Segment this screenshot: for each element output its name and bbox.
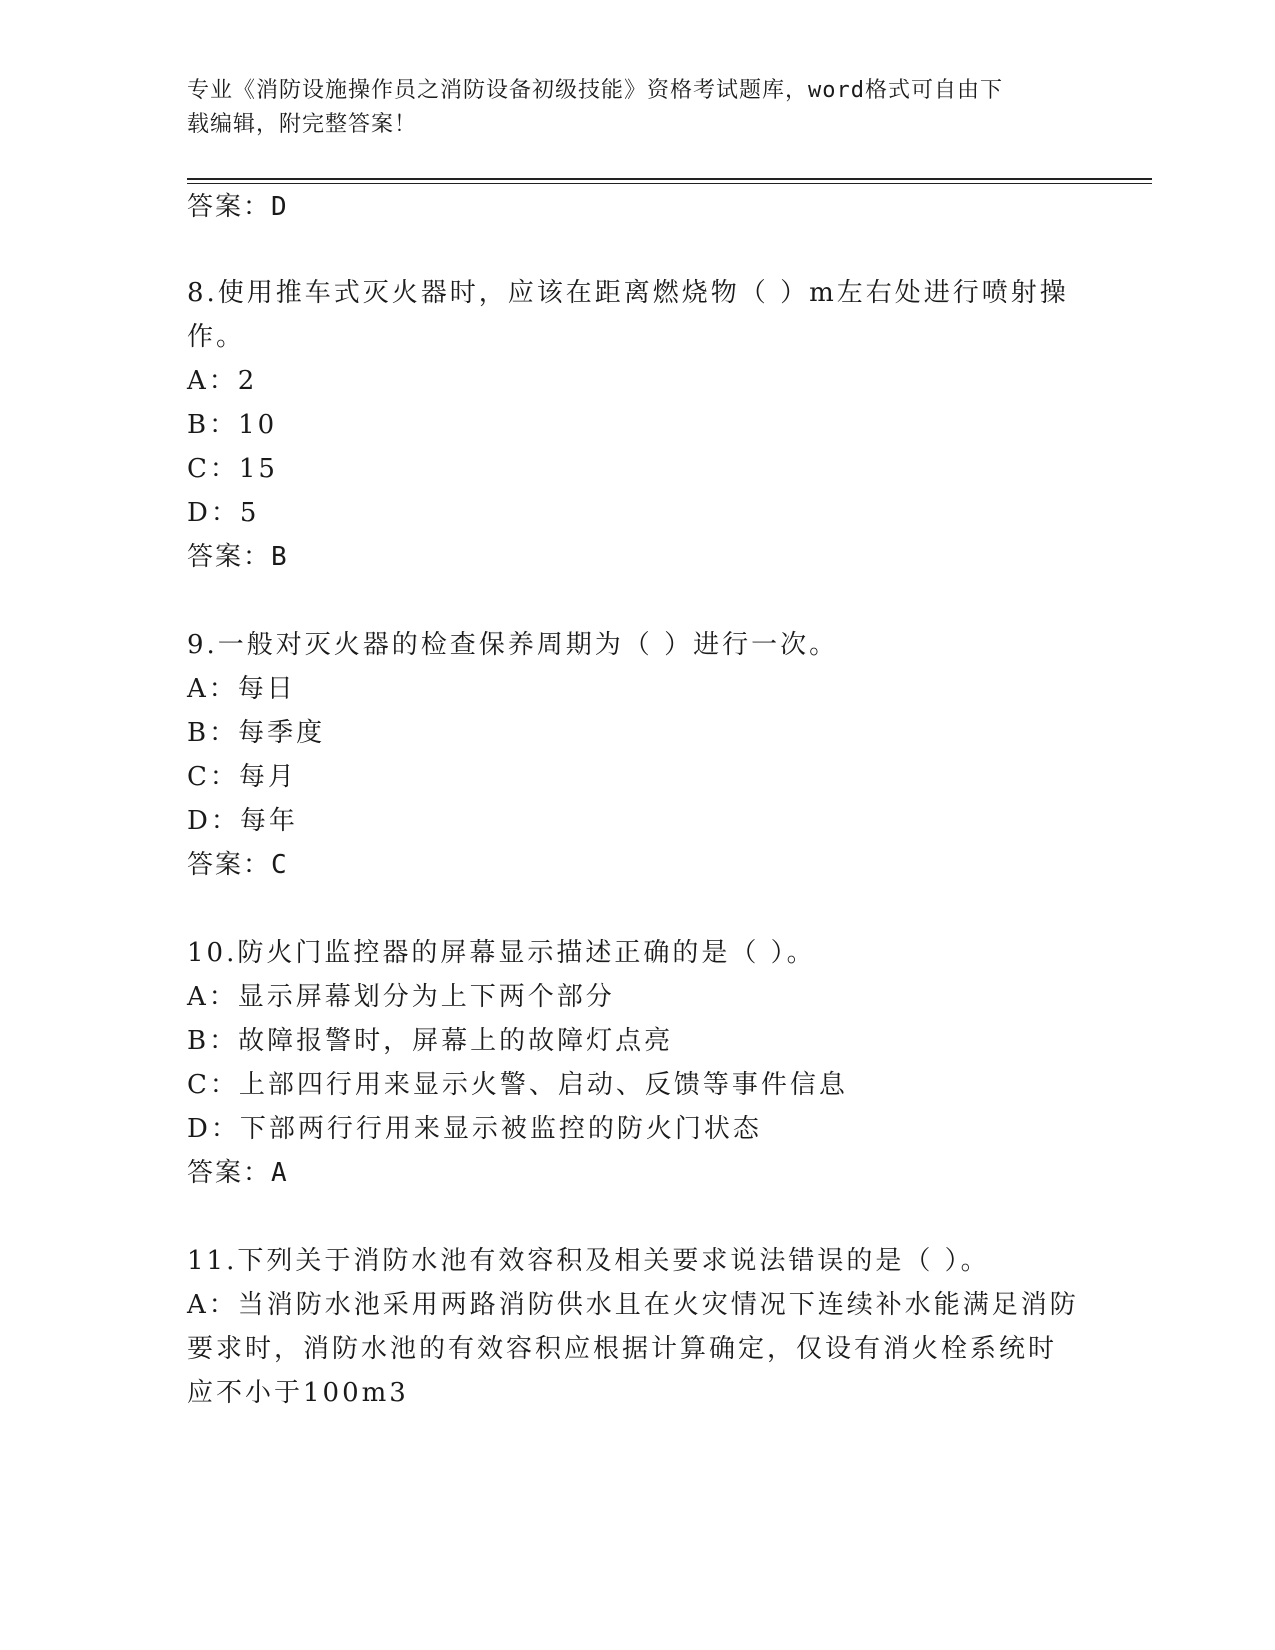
question-10-option-c: C：上部四行用来显示火警、启动、反馈等事件信息 <box>187 1070 848 1100</box>
answer-value: C <box>271 850 289 880</box>
question-10-option-b: B：故障报警时，屏幕上的故障灯点亮 <box>187 1026 674 1056</box>
answer-value: B <box>271 542 289 572</box>
question-9-option-a: A：每日 <box>187 674 296 704</box>
question-10-answer <box>187 1152 289 1189</box>
question-8-answer <box>187 536 289 573</box>
question-8-option-c: C：15 <box>187 454 278 484</box>
header-line-2: 载编辑，附完整答案！ <box>187 112 418 137</box>
question-9-option-d: D：每年 <box>187 806 298 836</box>
question-8-option-a: A：2 <box>187 366 258 396</box>
question-10-option-d: D：下部两行行用来显示被监控的防火门状态 <box>187 1114 762 1144</box>
header-divider-thick <box>187 178 1152 180</box>
question-9-stem: 9.一般对灭火器的检查保养周期为（ ）进行一次。 <box>187 630 839 660</box>
answer-label: 答案： <box>187 850 272 880</box>
answer-value: D <box>271 192 289 222</box>
question-11-stem: 11.下列关于消防水池有效容积及相关要求说法错误的是（ ）。 <box>187 1246 990 1276</box>
answer-label: 答案： <box>187 192 272 222</box>
question-10-option-a: A：显示屏幕划分为上下两个部分 <box>187 982 615 1012</box>
question-8-stem-line-2: 作。 <box>187 322 246 352</box>
question-8-option-b: B：10 <box>187 410 278 440</box>
document-header <box>187 74 1067 142</box>
header-line-1: 专业《消防设施操作员之消防设备初级技能》资格考试题库，word格式可自由下 <box>187 78 1003 103</box>
answer-line <box>187 186 289 223</box>
question-9-option-c: C：每月 <box>187 762 297 792</box>
question-9-option-b: B：每季度 <box>187 718 326 748</box>
answer-label: 答案： <box>187 1158 272 1188</box>
header-divider-thin <box>187 183 1152 184</box>
question-11-option-a-line-1: A：当消防水池采用两路消防供水且在火灾情况下连续补水能满足消防 <box>187 1290 1079 1320</box>
answer-label: 答案： <box>187 542 272 572</box>
question-10-stem: 10.防火门监控器的屏幕显示描述正确的是（ ）。 <box>187 938 816 968</box>
question-8-option-d: D：5 <box>187 498 260 528</box>
question-11-option-a-line-3: 应不小于100m3 <box>187 1378 409 1408</box>
answer-value: A <box>271 1158 289 1188</box>
question-8-stem-line-1: 8.使用推车式灭火器时，应该在距离燃烧物（ ）m左右处进行喷射操 <box>187 278 1069 308</box>
question-9-answer <box>187 844 289 881</box>
question-11-option-a-line-2: 要求时，消防水池的有效容积应根据计算确定，仅设有消火栓系统时 <box>187 1334 1058 1364</box>
